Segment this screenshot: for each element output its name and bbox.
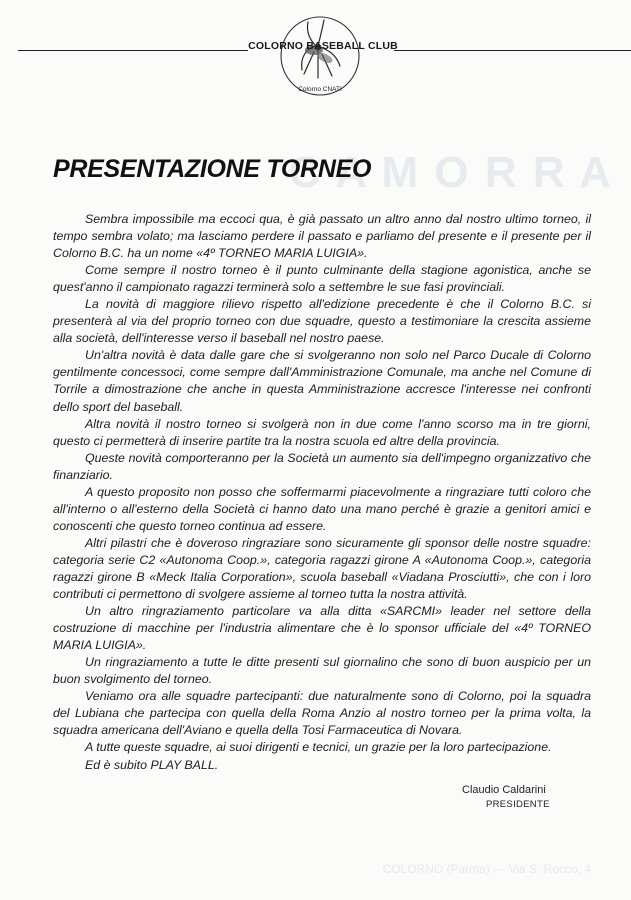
paragraph: La novità di maggiore rilievo rispetto all'edizione precedente è che il Colorno B.C. si presenterà al via del proprio torneo con due squadre, questo a testimoniare la crescita assieme alla società, dell'interesse verso il baseball nel nostro paese. bbox=[53, 297, 591, 346]
signature-role: PRESIDENTE bbox=[486, 799, 550, 810]
paragraph: Altra novità il nostro torneo si svolgerà non in due come l'anno scorso ma in tre giorni, questo ci permetterà di inserire partite tra la nostra scuola ed altre della provincia. bbox=[53, 416, 591, 448]
page-title: PRESENTAZIONE TORNEO bbox=[53, 155, 372, 183]
article-body bbox=[53, 211, 591, 774]
signature-name: Claudio Caldarini bbox=[462, 784, 546, 796]
reverse-side-bleed: C A M O R R A bbox=[288, 148, 613, 197]
header-rule-left bbox=[18, 50, 248, 51]
logo-label: Colorno CNATI bbox=[298, 86, 342, 93]
paragraph: A tutte queste squadre, ai suoi dirigenti e tecnici, un grazie per la loro partecipazione. bbox=[85, 740, 552, 755]
paragraph: Un altro ringraziamento particolare va alla ditta «SARCMI» leader nel settore della costruzione di macchine per l'industria alimentare che è lo sponsor ufficiale del «4º TORNEO MARIA LUIGIA». bbox=[53, 604, 591, 653]
paragraph: Altri pilastri che è doveroso ringraziare sono sicuramente gli sponsor delle nostre squadre: categoria serie C2 «Autonoma Coop.», categoria ragazzi girone A «Autonoma Coop.», categoria ragazzi girone B «Meck Italia Corporation», scuola baseball «Viadana Prosciutti», che con i loro contributi ci permettono di svolgere assieme al torneo tutta la nostra attività. bbox=[53, 535, 591, 602]
paragraph: Un ringraziamento a tutte le ditte presenti sul giornalino che sono di buon auspicio per un buon svolgimento del torneo. bbox=[53, 655, 591, 687]
paragraph: Un'altra novità è data dalle gare che si svolgeranno non solo nel Parco Ducale di Colorno gentilmente concessoci, come sempre dall'Amministrazione Comunale, ma anche nel Comune di Torrile a dimostrazione che anche in questa Amministrazione accresce l'interesse nei confronti dello sport del baseball. bbox=[53, 348, 591, 414]
header-rule-right bbox=[394, 50, 631, 51]
reverse-side-bleed-footer: COLORNO (Parma) — Via S. Rocco, 4 bbox=[382, 862, 591, 876]
paragraph: Ed è subito PLAY BALL. bbox=[85, 757, 219, 772]
paragraph: Veniamo ora alle squadre partecipanti: due naturalmente sono di Colorno, poi la squadra del Lubiana che partecipa con quella della Roma Anzio al nostro torneo per la prima volta, la squadra americana dell'Aviano e quella della Tosi Farmaceutica di Novara. bbox=[53, 689, 591, 738]
paragraph: Sembra impossibile ma eccoci qua, è già passato un altro anno dal nostro ultimo torneo, il tempo sembra volato; ma lasciamo perdere il passato e parliamo del presente e il presente per il Colorno B.C. ha un nome «4º TORNEO MARIA LUIGIA». bbox=[53, 212, 591, 261]
paragraph: A questo proposito non posso che soffermarmi piacevolmente a ringraziare tutti coloro che all'interno o all'esterno della Società ci hanno dato una mano perché è grazie a genitori amici e conoscenti che questo torneo continua ad essere. bbox=[53, 484, 591, 533]
paragraph: Queste novità comporteranno per la Società un aumento sia dell'impegno organizzativo che finanziario. bbox=[53, 450, 591, 482]
paragraph: Come sempre il nostro torneo è il punto culminante della stagione agonistica, anche se quest'anno il campionato ragazzi terminerà solo a settembre le sue fasi provinciali. bbox=[53, 263, 591, 295]
club-name: COLORNO BASEBALL CLUB bbox=[248, 40, 398, 52]
